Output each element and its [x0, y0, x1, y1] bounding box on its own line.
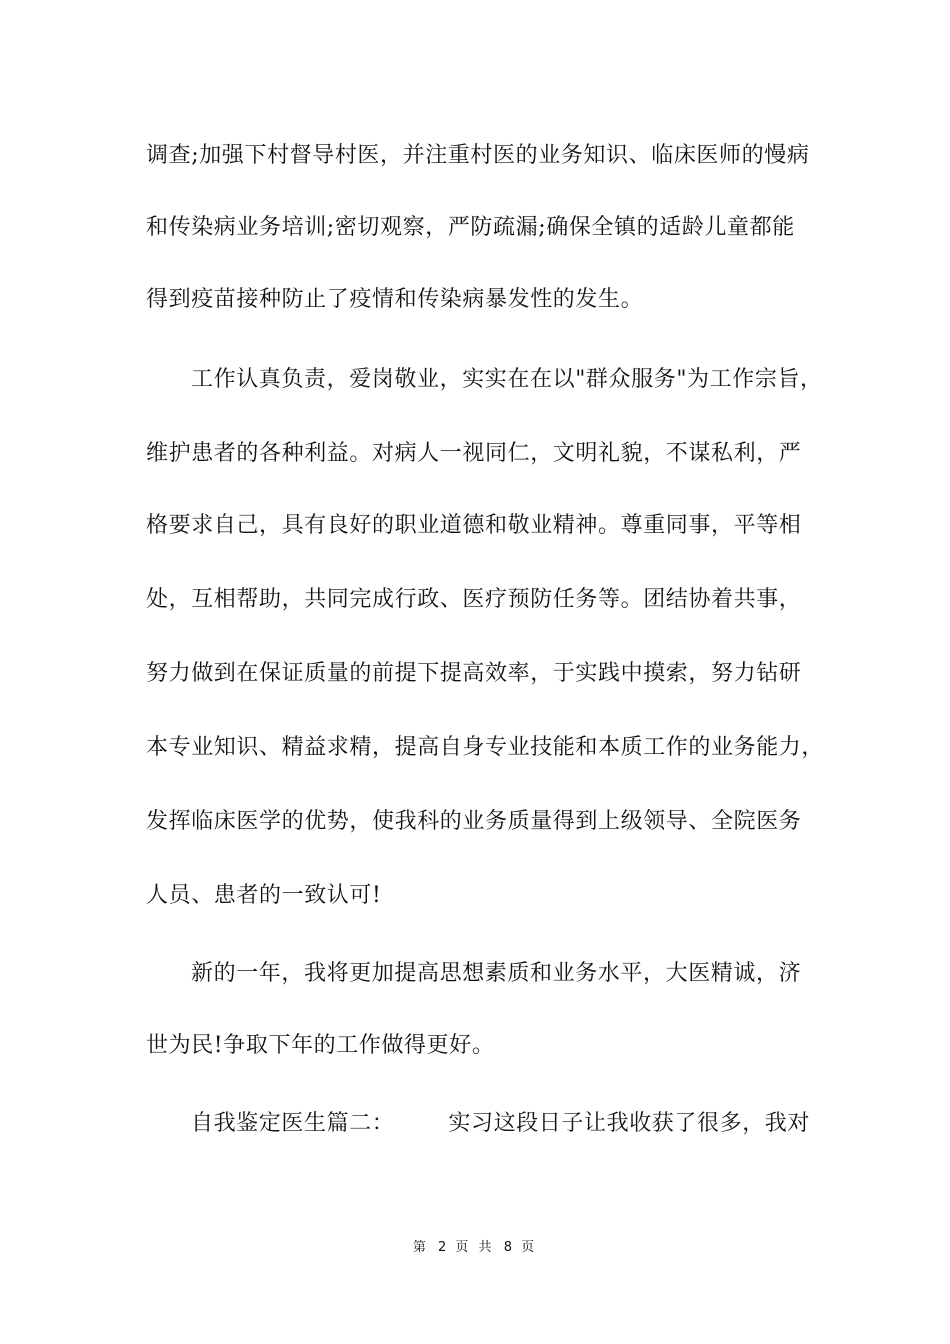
footer-middle: 页 共 [455, 1240, 495, 1255]
current-page-number: 2 [438, 1240, 447, 1255]
total-page-number: 8 [503, 1240, 512, 1255]
paragraph-line: 格要求自己，具有良好的职业道德和敬业精神。尊重同事，平等相 [146, 513, 802, 538]
paragraph-line: 工作认真负责，爱岗敬业，实实在在以"群众服务"为工作宗旨， [191, 367, 823, 392]
paragraph-line: 调查;加强下村督导村医，并注重村医的业务知识、临床医师的慢病 [146, 143, 810, 168]
paragraph-line: 新的一年，我将更加提高思想素质和业务水平，大医精诚，济 [191, 961, 802, 986]
paragraph-line: 人员、患者的一致认可! [146, 883, 382, 908]
paragraph-line: 得到疫苗接种防止了疫情和传染病暴发性的发生。 [146, 287, 644, 312]
paragraph-line: 发挥临床医学的优势，使我科的业务质量得到上级领导、全院医务 [146, 809, 802, 834]
section-heading: 自我鉴定医生篇二： [191, 1111, 395, 1136]
footer-prefix: 第 [412, 1240, 429, 1255]
paragraph-line: 维护患者的各种利益。对病人一视同仁，文明礼貌，不谋私利，严 [146, 441, 802, 466]
paragraph-line: 处，互相帮助，共同完成行政、医疗预防任务等。团结协着共事， [146, 587, 802, 612]
paragraph-line: 努力做到在保证质量的前提下提高效率，于实践中摸索，努力钻研 [146, 661, 802, 686]
paragraph-line: 和传染病业务培训;密切观察，严防疏漏;确保全镇的适龄儿童都能 [146, 215, 795, 240]
section-heading-line [191, 1110, 810, 1138]
footer-suffix: 页 [521, 1240, 538, 1255]
paragraph-line: 世为民!争取下年的工作做得更好。 [146, 1033, 495, 1058]
paragraph-line: 本专业知识、精益求精，提高自身专业技能和本质工作的业务能力， [146, 735, 825, 760]
paragraph-text: 实习这段日子让我收获了很多，我对 [448, 1111, 811, 1136]
page-footer [0, 1236, 950, 1255]
